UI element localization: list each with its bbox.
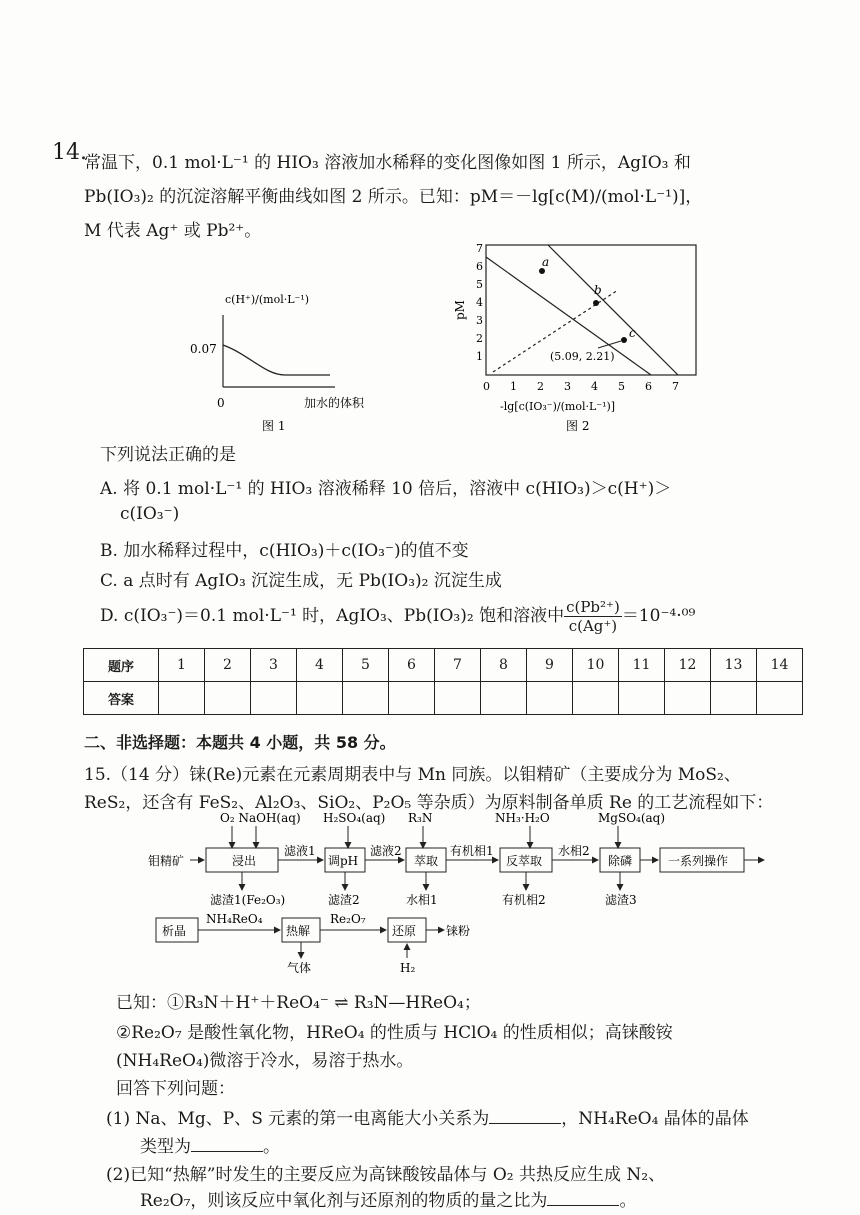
q15-sub1-text-c: 类型为 (140, 1137, 191, 1157)
fig2-point-b (593, 300, 599, 306)
q14-stem-line1: 常温下，0.1 mol·L⁻¹ 的 HIO₃ 溶液加水稀释的变化图像如图 1 所示，AgIO₃ 和 (84, 153, 691, 173)
fig2-annotation-arrow (598, 341, 621, 348)
answer-table-num: 8 (481, 649, 527, 682)
flow-row2-input: H₂ (400, 961, 416, 975)
flow-row2-box-2: 还原 (392, 924, 417, 938)
flow-input-2: H₂SO₄(aq) (323, 811, 386, 825)
fig2-xticks (483, 380, 679, 393)
answer-table-num: 10 (573, 649, 619, 682)
flow-mid-4: 水相2 (558, 844, 590, 858)
flow-box-3-label: 萃取 (414, 854, 439, 868)
q14-option-a-line2: c(IO₃⁻) (120, 504, 180, 524)
q14-option-c: C. a 点时有 AgIO₃ 沉淀生成，无 Pb(IO₃)₂ 沉淀生成 (100, 571, 502, 591)
flow-output-2: 滤渣2 (328, 893, 360, 907)
answer-table-num: 1 (159, 649, 205, 682)
fig2-ytick-4: 4 (476, 296, 483, 309)
fig1-origin: 0 (217, 396, 225, 410)
q14-option-b: B. 加水稀释过程中，c(HIO₃)＋c(IO₃⁻)的值不变 (100, 541, 469, 561)
answer-cell[interactable] (389, 682, 435, 715)
q15-sub2-text-c: 。 (619, 1191, 637, 1211)
fig2-xtick-4: 4 (591, 380, 598, 393)
answer-table-num: 14 (757, 649, 803, 682)
answer-cell[interactable] (251, 682, 297, 715)
answer-table (83, 648, 803, 715)
flow-row2-output: 气体 (287, 961, 312, 975)
answer-table-label-answer: 答案 (84, 682, 159, 715)
fig2-xtick-5: 5 (618, 380, 625, 393)
flow-mid-3: 有机相1 (450, 844, 494, 858)
flow-output-1: 滤渣1(Fe₂O₃) (210, 893, 286, 907)
flow-input-1: O₂ NaOH(aq) (220, 811, 301, 825)
fig2-label-b: b (594, 283, 602, 297)
answer-table-num: 4 (297, 649, 343, 682)
q14-stem-line2: Pb(IO₃)₂ 的沉淀溶解平衡曲线如图 2 所示。已知：pM＝－lg[c(M)/(mol·L⁻¹)]， (84, 187, 703, 207)
fig2-xtick-3: 3 (564, 380, 571, 393)
q14-prompt: 下列说法正确的是 (100, 445, 236, 465)
fig2-xtick-7: 7 (672, 380, 679, 393)
flow-output-3: 水相1 (406, 893, 438, 907)
q15-sub1-text-b: ，NH₄ReO₄ 晶体的晶体 (561, 1109, 749, 1129)
answer-table-num: 3 (251, 649, 297, 682)
answer-table-answer-row (84, 682, 803, 715)
answer-cell[interactable] (573, 682, 619, 715)
q15-known-3: (NH₄ReO₄)微溶于冷水，易溶于热水。 (116, 1051, 414, 1071)
answer-table-num: 13 (711, 649, 757, 682)
q15-sub1-blank-2[interactable] (191, 1137, 263, 1152)
fig2-ylabel: pM (453, 300, 467, 320)
q14-option-d-pre: D. c(IO₃⁻)＝0.1 mol·L⁻¹ 时，AgIO₃、Pb(IO₃)₂ 饱和溶液中 (100, 606, 565, 626)
answer-table-num: 6 (389, 649, 435, 682)
answer-table-label-tixu: 题序 (84, 649, 159, 682)
fig2-xtick-1: 1 (510, 380, 517, 393)
q15-sub1-line1 (106, 1104, 749, 1129)
q15-sub1-text-d: 。 (263, 1137, 280, 1157)
answer-cell[interactable] (297, 682, 343, 715)
fig2-caption: 图 2 (566, 419, 590, 433)
fig2-ytick-5: 5 (476, 278, 483, 291)
fig2-ytick-3: 3 (476, 314, 483, 327)
fig2-yticks (476, 242, 483, 363)
flow-output-4: 有机相2 (502, 893, 546, 907)
fig2-xtick-6: 6 (645, 380, 652, 393)
fig2-ytick-2: 2 (476, 332, 483, 345)
figure-1 (180, 285, 400, 435)
flow-start: 钼精矿 (148, 854, 185, 868)
q15-known-2: ②Re₂O₇ 是酸性氧化物，HReO₄ 的性质与 HClO₄ 的性质相似；高铼酸铵 (116, 1023, 673, 1043)
q15-answer-prompt: 回答下列问题： (116, 1079, 235, 1099)
q15-sub1-blank-1[interactable] (489, 1109, 561, 1124)
flow-mid-2: 滤液2 (370, 844, 402, 858)
flow-box-1-label: 浸出 (232, 854, 257, 868)
flow-row2-mid-1: NH₄ReO₄ (206, 912, 263, 926)
fig1-curve (223, 345, 330, 375)
q15-known-1: 已知：①R₃N＋H⁺＋ReO₄⁻ ⇌ R₃N—HReO₄； (116, 993, 481, 1013)
answer-cell[interactable] (343, 682, 389, 715)
fig1-ylabel: c(H⁺)/(mol·L⁻¹) (225, 293, 310, 306)
q14-option-d-post: ＝10⁻⁴·⁰⁹ (621, 606, 696, 626)
fig2-ytick-6: 6 (476, 260, 483, 273)
q14-option-d (100, 598, 695, 635)
fig2-xtick-0: 0 (483, 380, 490, 393)
fig1-ytick: 0.07 (190, 342, 217, 356)
fig2-annotation: (5.09, 2.21) (550, 350, 615, 363)
fig1-xlabel: 加水的体积 (304, 396, 365, 410)
answer-cell[interactable] (527, 682, 573, 715)
answer-table-num: 2 (205, 649, 251, 682)
answer-cell[interactable] (757, 682, 803, 715)
fig1-caption: 图 1 (262, 419, 286, 433)
flow-mid-1: 滤液1 (284, 844, 316, 858)
fig2-ytick-7: 7 (476, 242, 483, 255)
q15-sub2-text-b: Re₂O₇，则该反应中氧化剂与还原剂的物质的量之比为 (140, 1191, 548, 1211)
answer-cell[interactable] (711, 682, 757, 715)
flow-row2-end: 铼粉 (446, 924, 471, 938)
flow-box-4-label: 反萃取 (506, 854, 543, 868)
q14-option-d-fraction (564, 598, 622, 635)
q14-option-d-denominator: c(Ag⁺) (568, 617, 618, 635)
flow-output-5: 滤渣3 (605, 893, 637, 907)
process-flow-diagram (140, 808, 780, 988)
fig2-point-c (621, 337, 627, 343)
q14-stem-line3: M 代表 Ag⁺ 或 Pb²⁺。 (84, 221, 262, 241)
fig2-label-c: c (629, 326, 636, 340)
flow-input-4: NH₃·H₂O (495, 811, 550, 825)
figure-2 (448, 240, 708, 435)
q15-stem-line2: ReS₂，还含有 FeS₂、Al₂O₃、SiO₂、P₂O₅ 等杂质）为原料制备单质 Re 的工艺流程如下： (84, 793, 774, 813)
answer-cell[interactable] (205, 682, 251, 715)
answer-table-num: 7 (435, 649, 481, 682)
answer-cell[interactable] (665, 682, 711, 715)
answer-table-num: 11 (619, 649, 665, 682)
section-2-heading: 二、非选择题：本题共 4 小题，共 58 分。 (84, 733, 396, 752)
answer-table-num: 5 (343, 649, 389, 682)
answer-table-num: 9 (527, 649, 573, 682)
answer-cell[interactable] (435, 682, 481, 715)
q15-sub2-blank[interactable] (547, 1191, 619, 1206)
flow-input-3: R₃N (408, 811, 433, 825)
answer-table-header-row (84, 649, 803, 682)
q15-stem-line1: 15.（14 分）铼(Re)元素在元素周期表中与 Mn 同族。以钼精矿（主要成分为 MoS₂、 (84, 765, 741, 785)
flow-row2-box-1: 热解 (286, 924, 311, 938)
answer-table-num: 12 (665, 649, 711, 682)
q14-option-a-line1: A. 将 0.1 mol·L⁻¹ 的 HIO₃ 溶液稀释 10 倍后，溶液中 c(HIO₃)＞c(H⁺)＞ (100, 479, 672, 499)
flow-box-5-label: 除磷 (608, 854, 633, 868)
flow-row2-mid-2: Re₂O₇ (330, 912, 366, 926)
q15-sub2-line1: (2)已知“热解”时发生的主要反应为高铼酸铵晶体与 O₂ 共热反应生成 N₂、 (106, 1165, 666, 1185)
flow-row2-start: 析晶 (162, 924, 187, 938)
fig2-label-a: a (542, 255, 550, 269)
answer-cell[interactable] (481, 682, 527, 715)
question-14-number: 14. (52, 140, 87, 165)
answer-cell[interactable] (619, 682, 665, 715)
q14-option-d-numerator: c(Pb²⁺) (566, 598, 620, 616)
flow-box-6-label: 一系列操作 (668, 854, 729, 868)
flow-input-5: MgSO₄(aq) (598, 811, 666, 825)
q15-sub1-line2 (140, 1132, 280, 1157)
flow-box-2-label: 调pH (328, 854, 359, 868)
q15-sub2-line2 (140, 1186, 636, 1211)
fig2-xlabel: -lg[c(IO₃⁻)/(mol·L⁻¹)] (500, 400, 616, 413)
fig2-ytick-1: 1 (476, 350, 483, 363)
answer-cell[interactable] (159, 682, 205, 715)
q15-sub1-text-a: (1) Na、Mg、P、S 元素的第一电离能大小关系为 (106, 1109, 490, 1129)
fig2-xtick-2: 2 (537, 380, 544, 393)
